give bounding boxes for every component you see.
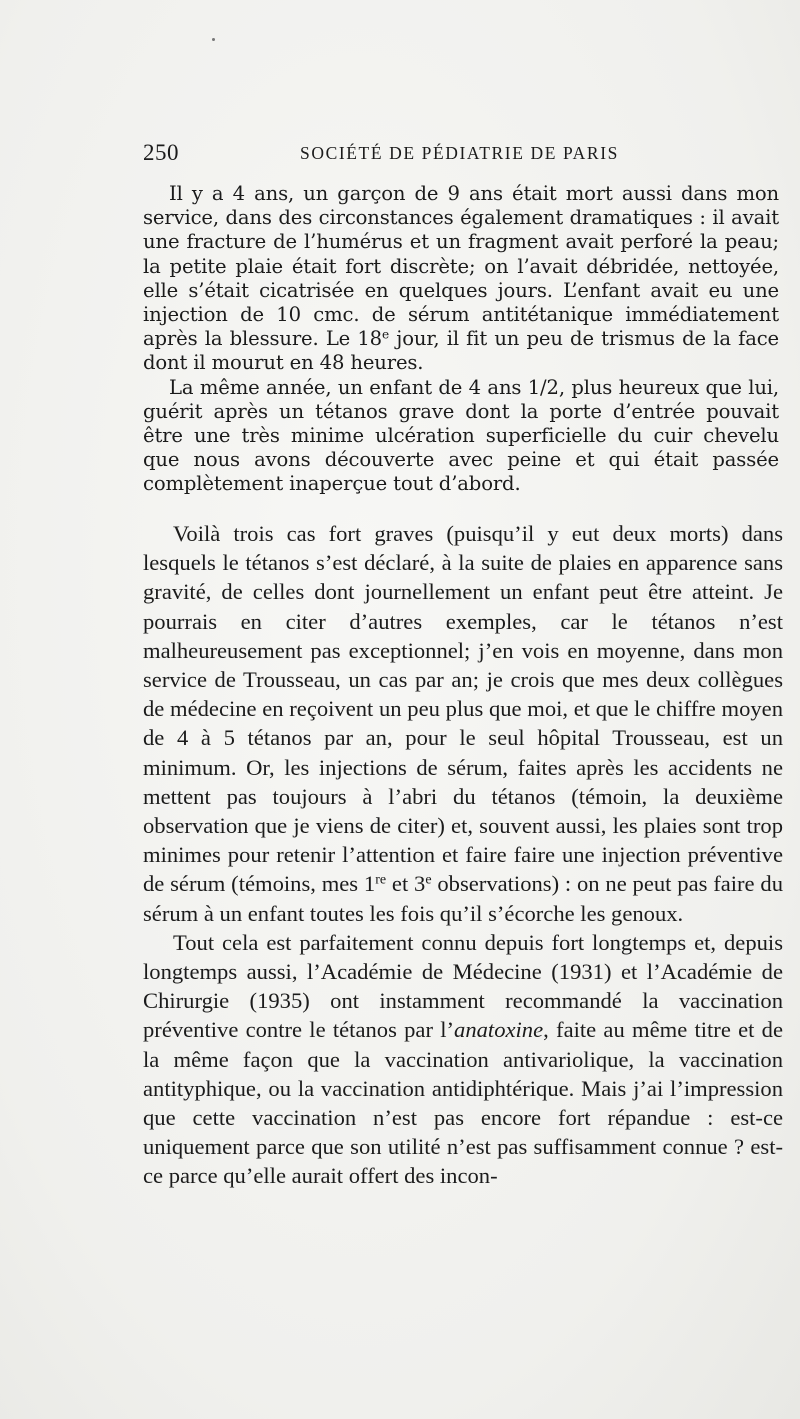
italic-term: anatoxine [454, 1017, 544, 1043]
ink-speck [212, 38, 215, 41]
main-text-section [143, 519, 783, 1191]
small-print-section [143, 182, 779, 497]
paragraph-vaccination: Tout cela est parfaitement connu depuis fort longtemps et, depuis longtemps aussi, l’Académie de Médecine (1931) et l’Académie de Chirurgie (1935) ont instamment recommandé la vaccination préventive contre le tétanos par l’anatoxine, faite au même titre et de la même façon que la vaccination antivariolique, la vaccination antityphique, ou la vaccination antidiphtérique. Mais j’ai l’impression que cette vaccination n’est pas encore fort répandue : est-ce uniquement parce que son utilité n’est pas suffisamment connue ? est-ce parce qu’elle aurait offert des incon- [143, 929, 783, 1189]
paragraph-case-child-4: La même année, un enfant de 4 ans 1/2, plus heureux que lui, guérit après un tétanos grave dont la porte d’entrée pouvait être une très minime ulcération superficielle du cuir chevelu que nous avons découverte avec peine et qui était passée complètement inaperçue tout d’abord. [143, 375, 779, 496]
running-title: SOCIÉTÉ DE PÉDIATRIE DE PARIS [300, 143, 619, 163]
page-number: 250 [143, 140, 179, 165]
paragraph-case-boy-9: Il y a 4 ans, un garçon de 9 ans était mort aussi dans mon service, dans des circonstances également dramatiques : il avait une fracture de l’humérus et un fragment avait perforé la peau; la petite plaie était fort discrète; on l’avait débridée, nettoyée, elle s’était cicatrisée en quelques jours. L’enfant avait eu une injection de 10 cmc. de sérum antitétanique immédiatement après la blessure. Le 18e jour, il fit un peu de trismus de la face dont il mourut en 48 heures. [143, 182, 779, 375]
paragraph-three-cases: Voilà trois cas fort graves (puisqu’il y eut deux morts) dans lesquels le tétanos s’est déclaré, à la suite de plaies en apparence sans gravité, de celles dont journellement un enfant peut être atteint. Je pourrais en citer d’autres exemples, car le tétanos n’est malheureusement pas exceptionnel; j’en vois en moyenne, dans mon service de Trousseau, un cas par an; je crois que mes deux collègues de médecine en reçoivent un peu plus que moi, et que le chiffre moyen de 4 à 5 tétanos par an, pour le seul hôpital Trousseau, est un minimum. Or, les injections de sérum, faites après les accidents ne mettent pas toujours à l’abri du tétanos (témoin, la deuxième observation que je viens de citer) et, souvent aussi, les plaies sont trop minimes pour retenir l’attention et faire faire une injection préventive de sérum (témoins, mes 1re et 3e observations) : on ne peut pas faire du sérum à un enfant toutes les fois qu’il s’écorche les genoux. [143, 521, 783, 926]
page-header [143, 140, 779, 170]
